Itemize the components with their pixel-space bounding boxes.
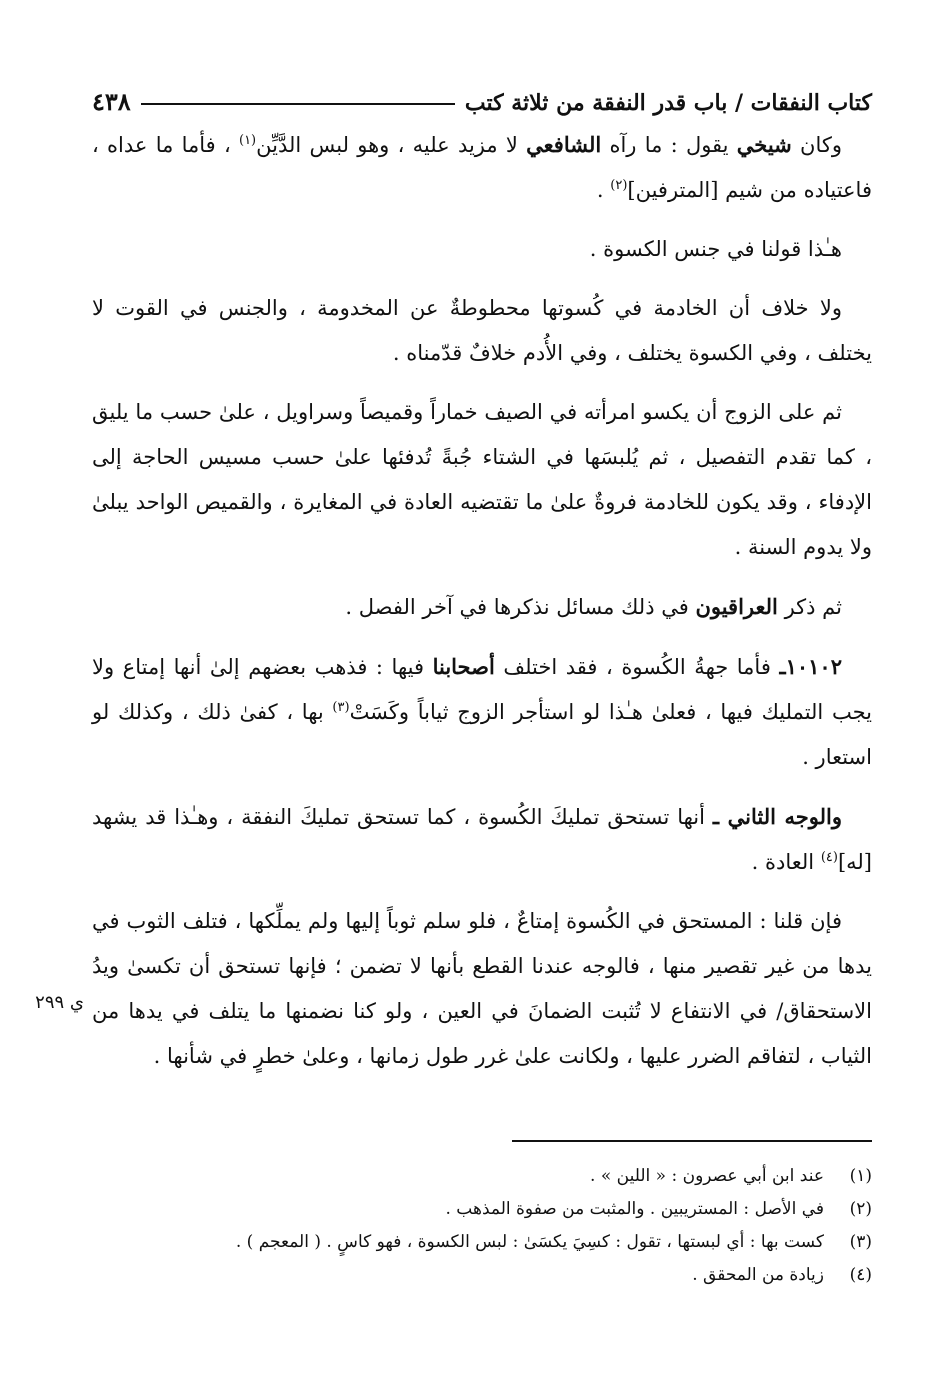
- page-body: [92, 122, 872, 1079]
- footnote-ref[interactable]: (٣): [332, 700, 350, 715]
- paragraph-gap: [92, 780, 872, 794]
- paragraph-4: ثم على الزوج أن يكسو امرأته في الصيف خماراً وقميصاً وسراويل ، علىٰ حسب ما يليق ، كما تقدم التفصيل ، ثم يُلبسَها في الشتاء جُبةً تُدفئها علىٰ حسب مسيس الحاجة إلى الإدفاء ، وقد يكون للخادمة فروةٌ علىٰ ما تقتضيه العادة في المغايرة ، والقميص الواحد يبلىٰ ولا يدوم السنة .: [92, 400, 872, 559]
- footnote-number: (١): [849, 1166, 872, 1186]
- paragraph-2: هـٰذا قولنا في جنس الكسوة .: [589, 237, 842, 261]
- aspect-heading: والوجه الثاني ـ: [712, 804, 842, 829]
- text-run: فيها : فذهب بعضهم إلىٰ أنها إمتاع ولا يجب التمليك فيها ، فعلىٰ هـٰذا لو استأجر الزوج ثياباً وكَسَتْ: [92, 655, 872, 724]
- text-run: ، فأما ما عداه ، فاعتياده من شيم [المترفين]: [92, 133, 872, 202]
- paragraph-gap: [92, 570, 872, 584]
- paragraph-gap: [92, 376, 872, 390]
- text-run: وكان: [791, 133, 843, 157]
- footnote-text: في الأصل : المستريبين . والمثبت من صفوة المذهب .: [445, 1199, 824, 1219]
- text-run: فأما جهةُ الكُسوة ، فقد اختلف: [494, 655, 780, 679]
- scholar-name: شيخي: [736, 132, 792, 157]
- book-page: [35, 70, 872, 1310]
- footnote-text: عند ابن أبي عصرون : « اللين » .: [590, 1166, 824, 1186]
- issue-number: ١٠١٠٢ـ: [779, 654, 842, 679]
- footnote-number: (٢): [849, 1199, 872, 1219]
- paragraph-5: [92, 584, 872, 630]
- footnote-number: (٣): [849, 1232, 872, 1252]
- text-run: يقول : ما رآه: [601, 133, 737, 157]
- running-title: كتاب النفقات / باب قدر النفقة من ثلاثة كتب: [464, 90, 872, 116]
- paragraph-6: [92, 644, 872, 780]
- page-number: ٤٣٨: [92, 87, 131, 116]
- footnote-ref[interactable]: (٤): [820, 850, 838, 865]
- paragraph-7: [92, 794, 872, 885]
- footnote-ref[interactable]: (٢): [610, 178, 628, 193]
- paragraph-8: فإن قلنا : المستحق في الكُسوة إمتاعٌ ، فلو سلم ثوباً إليها ولم يملِّكها ، فتلف الثوب في يدها من غير تقصير منها ، فالوجه عندنا القطع بأنها لا تضمن ؛ فإنها تستحق أن تكسىٰ ويدُ الاستحقاق/ في الانتفاع لا تُثبت الضمانَ في العين ، ولو كنا نضمنها ما يتلف في يدها من الثياب ، لتفاقم الضرر عليها ، ولكانت علىٰ غرر طول زمانها ، وعلىٰ خطرٍ في شأنها .: [92, 909, 872, 1068]
- footnote-separator: [512, 1140, 872, 1142]
- page-header: [92, 70, 872, 116]
- text-run: ثم ذكر: [777, 595, 842, 619]
- footnote-text: زيادة من المحقق .: [692, 1265, 824, 1285]
- paragraph-gap: [92, 272, 872, 286]
- footnote-number: (٤): [849, 1265, 872, 1285]
- paragraph-gap: [92, 885, 872, 899]
- group-name: أصحابنا: [432, 654, 495, 679]
- text-run: لا مزيد عليه ، وهو لبس الدَّيِّن: [256, 133, 527, 157]
- group-name: العراقيون: [695, 594, 778, 619]
- paragraph-gap: [92, 213, 872, 227]
- manuscript-folio-note: ي ٢٩٩: [35, 992, 84, 1013]
- footnotes: [92, 1160, 872, 1292]
- text-run: .: [596, 178, 611, 202]
- paragraph-gap: [92, 630, 872, 644]
- header-rule: [141, 103, 455, 105]
- footnote-ref[interactable]: (١): [238, 133, 257, 148]
- text-run: بها ، كفىٰ ذلك ، وكذلك لو استعار .: [92, 700, 872, 769]
- footnote-item: [92, 1226, 872, 1259]
- footnote-text: كست بها : أي لبستها ، تقول : كسِيَ يكسَىٰ : لبس الكسوة ، فهو كاسٍ . ( المعجم ) .: [235, 1232, 824, 1252]
- text-run: العادة .: [751, 850, 821, 874]
- paragraph-1: [92, 122, 872, 213]
- text-run: في ذلك مسائل نذكرها في آخر الفصل .: [345, 595, 696, 619]
- paragraph-3: ولا خلاف أن الخادمة في كُسوتها محطوطةٌ عن المخدومة ، والجنس في القوت لا يختلف ، وفي الكسوة يختلف ، وفي الأُدم خلافٌ قدّمناه .: [92, 296, 872, 365]
- footnote-item: [92, 1193, 872, 1226]
- footnote-item: [92, 1259, 872, 1292]
- text-run: أنها تستحق تمليكَ الكُسوة ، كما تستحق تمليكَ النفقة ، وهـٰذا قد يشهد [له]: [92, 805, 872, 874]
- footnote-item: [92, 1160, 872, 1193]
- scholar-name: الشافعي: [526, 132, 602, 157]
